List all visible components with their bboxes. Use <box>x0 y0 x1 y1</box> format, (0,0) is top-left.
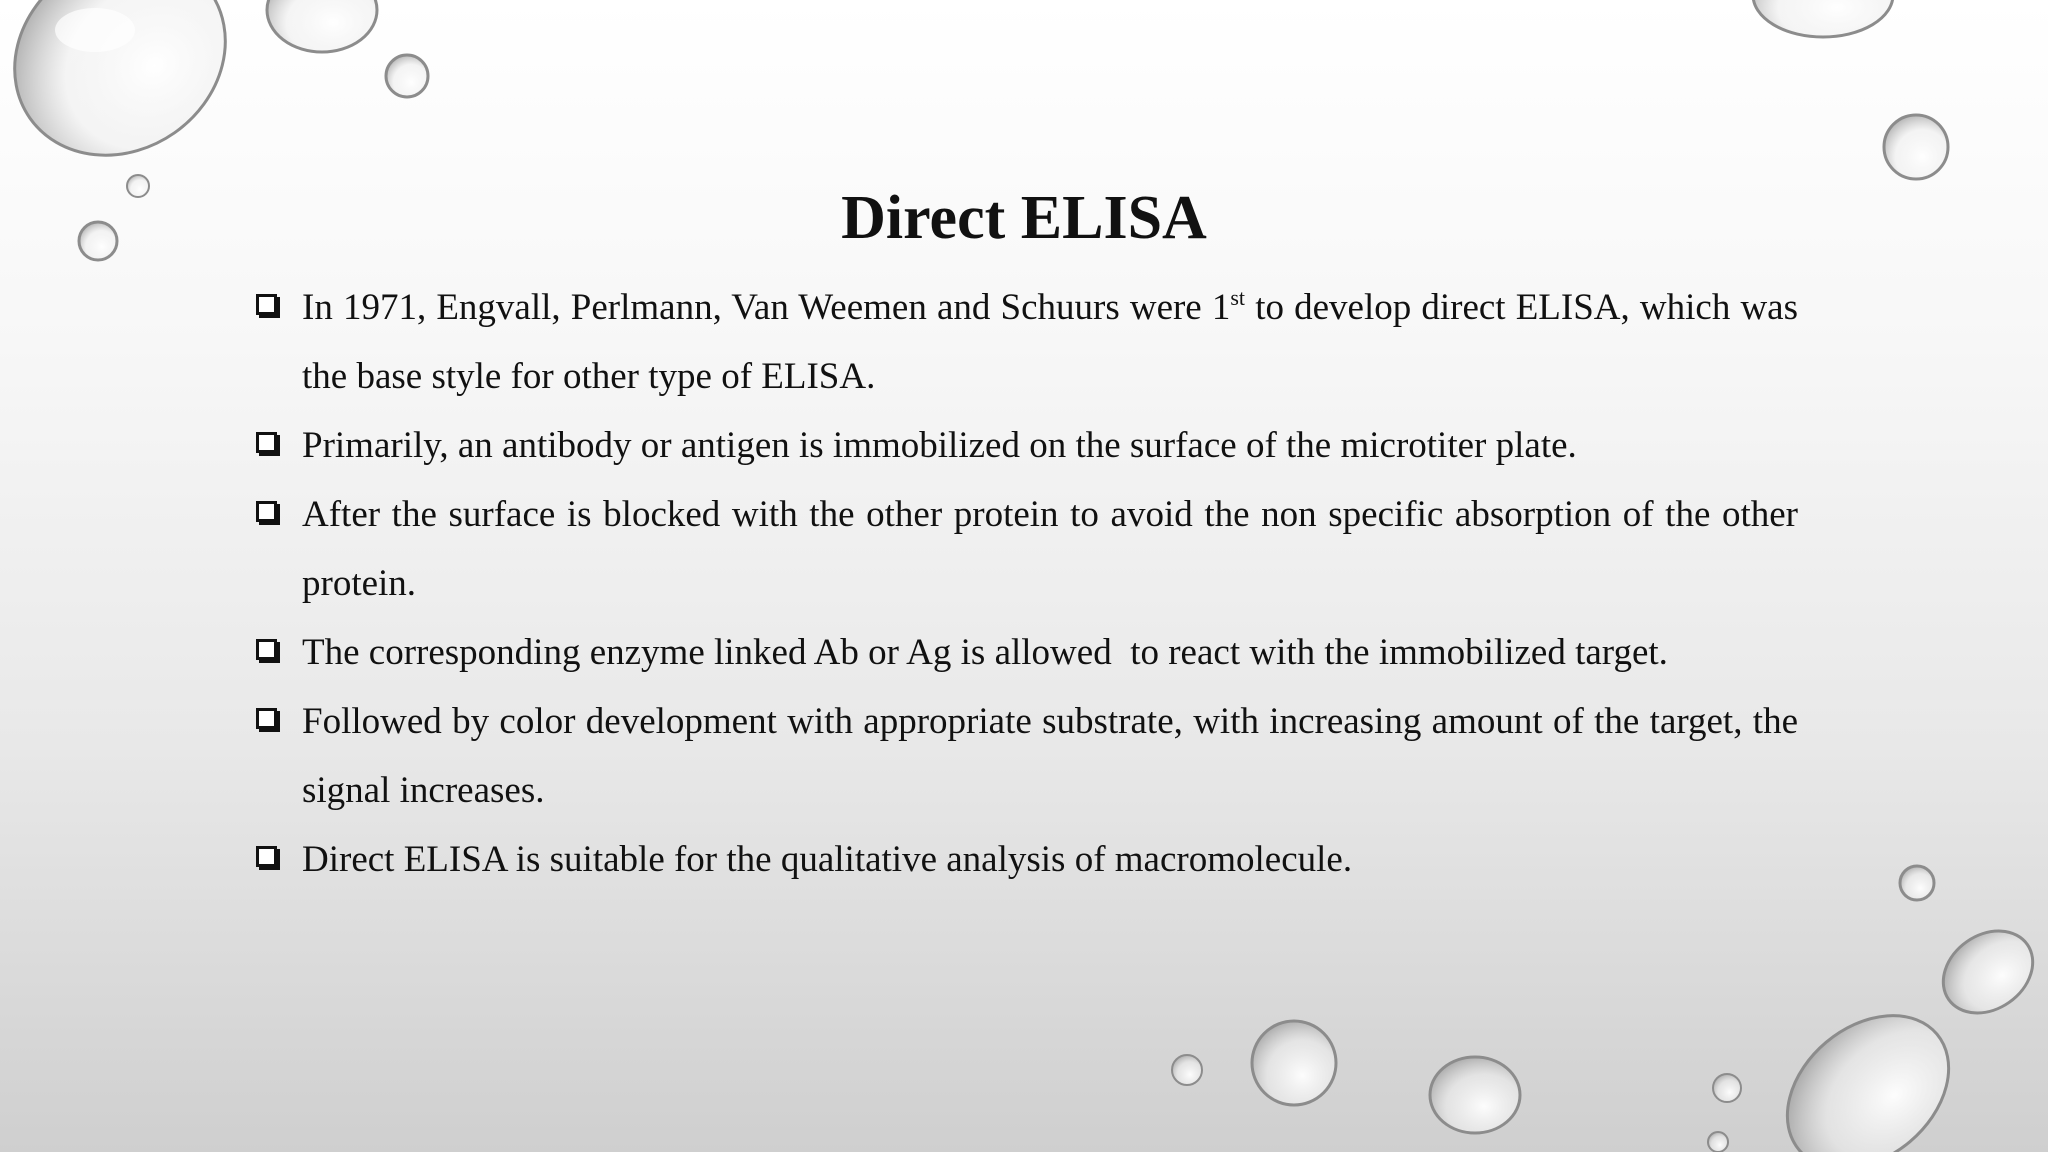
ordinal-superscript: st <box>1230 285 1246 310</box>
bullet-text: to develop direct ELISA, which was the base style for other type of ELISA. <box>302 287 1799 397</box>
water-drop-icon <box>1757 984 1978 1152</box>
checkbox-square-icon <box>256 639 277 660</box>
water-drop-icon <box>1884 115 1948 179</box>
bullet-text: Direct ELISA is suitable for the qualitative analysis of macromolecule. <box>302 839 1353 880</box>
bullet-text: Primarily, an antibody or antigen is immobilized on the surface of the microtiter plate. <box>302 425 1577 466</box>
slide-title: Direct ELISA <box>841 184 1207 252</box>
water-drop-icon <box>1927 914 2048 1030</box>
water-drop-icon <box>267 0 377 52</box>
water-drop-icon <box>1252 1021 1336 1105</box>
water-drop-icon <box>1900 866 1934 900</box>
bullet-text: The corresponding enzyme linked Ab or Ag is allowed to react with the immobilized target. <box>302 632 1668 673</box>
water-drop-icon <box>1708 1132 1728 1152</box>
checkbox-square-icon <box>256 501 277 522</box>
checkbox-square-icon <box>256 432 277 453</box>
water-drop-icon <box>1430 1057 1520 1133</box>
bullet-item <box>256 273 1798 411</box>
bullet-item <box>256 411 1798 480</box>
water-drop-icon <box>1172 1055 1202 1085</box>
bullet-item <box>256 480 1798 618</box>
bullet-item <box>256 825 1798 894</box>
water-drop-icon <box>386 55 428 97</box>
bullet-item <box>256 687 1798 825</box>
checkbox-square-icon <box>256 846 277 867</box>
water-drop-icon <box>1753 0 1893 37</box>
water-drop-icon <box>1713 1074 1741 1102</box>
bullet-text: Followed by color development with appropriate substrate, with increasing amount of the target, the signal increases. <box>302 701 1798 811</box>
bullet-text: In 1971, Engvall, Perlmann, Van Weemen and Schuurs were 1 <box>302 287 1231 328</box>
bullet-item <box>256 618 1798 687</box>
bullet-text: After the surface is blocked with the other protein to avoid the non specific absorption of the other protein. <box>302 494 1798 604</box>
water-drop-icon <box>0 0 265 196</box>
bullet-list <box>256 273 1798 894</box>
checkbox-square-icon <box>256 294 277 315</box>
checkbox-square-icon <box>256 708 277 729</box>
